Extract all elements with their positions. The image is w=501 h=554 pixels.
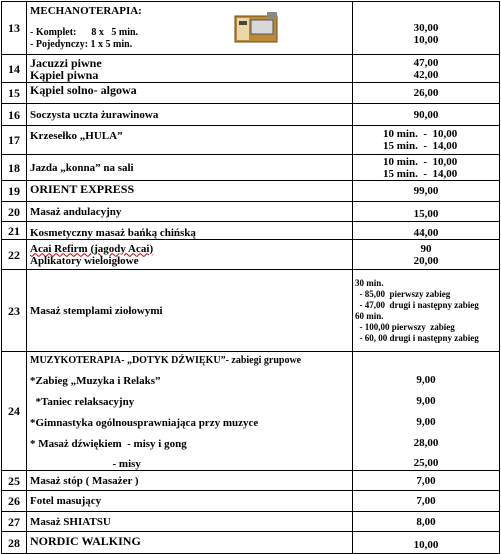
row-number: 17 — [2, 126, 27, 155]
price-cell — [353, 126, 500, 155]
service-line: Kąpiel solno- algowa — [30, 83, 137, 97]
price-value: 9,00 — [416, 416, 436, 428]
price-cell — [353, 202, 500, 222]
service-line: NORDIC WALKING — [30, 533, 141, 548]
price-value: 15 min. - 14,00 — [383, 140, 458, 152]
price-value: 28,00 — [413, 437, 439, 449]
price-value: - 85,00 pierwszy zabieg — [355, 288, 451, 299]
price-value: 8,00 — [416, 515, 436, 528]
price-value: 7,00 — [416, 495, 436, 507]
row-number: 16 — [2, 104, 27, 126]
price-value: - 100,00 pierwszy zabieg — [355, 321, 455, 332]
table-row — [2, 512, 500, 532]
price-cell — [353, 104, 500, 126]
service-cell — [27, 222, 353, 240]
price-value: 90 — [420, 242, 432, 255]
service-line: Kąpiel piwna — [30, 67, 99, 82]
service-cell — [27, 126, 353, 155]
price-cell — [353, 55, 500, 83]
service-line: - Komplet: 8 x 5 min. — [30, 27, 139, 38]
service-cell — [27, 471, 353, 491]
price-value: 15,00 — [413, 207, 439, 220]
row-number: 20 — [2, 202, 27, 222]
table-row — [2, 83, 500, 104]
price-table — [1, 1, 500, 554]
table-row — [2, 222, 500, 240]
price-value: 30 min. — [355, 277, 384, 288]
service-line: * Masaż dźwiękiem - misy i gong — [30, 438, 187, 450]
price-value: 25,00 — [413, 457, 439, 469]
table-row — [2, 240, 500, 270]
row-number: 15 — [2, 83, 27, 104]
row-number: 19 — [2, 181, 27, 202]
service-line: Masaż andulacyjny — [30, 205, 122, 218]
price-cell — [353, 155, 500, 181]
service-title: MUZYKOTERAPIA- „DOTYK DŹWIĘKU”- zabiegi grupowe — [30, 355, 302, 366]
table-row — [2, 181, 500, 202]
price-value: 10 min. - 10,00 — [383, 128, 458, 140]
service-cell — [27, 240, 353, 270]
row-number: 23 — [2, 270, 27, 352]
price-cell — [353, 512, 500, 532]
service-line: Kosmetyczny masaż bańką chińską — [30, 226, 196, 239]
price-value: - 60, 00 drugi i następny zabieg — [355, 332, 479, 343]
price-value: 9,00 — [416, 374, 436, 386]
service-cell — [27, 202, 353, 222]
price-cell — [353, 270, 500, 352]
row-number: 27 — [2, 512, 27, 532]
row-number: 18 — [2, 155, 27, 181]
service-line: Krzesełko „HULA” — [30, 130, 123, 142]
row-number: 28 — [2, 532, 27, 554]
service-cell — [27, 104, 353, 126]
service-cell — [27, 491, 353, 512]
price-value: 47,00 — [413, 56, 439, 69]
service-line: ORIENT EXPRESS — [30, 182, 135, 196]
service-cell — [27, 83, 353, 104]
table-row — [2, 155, 500, 181]
service-cell — [27, 155, 353, 181]
service-line: Masaż stóp ( Masażer ) — [30, 474, 139, 487]
table-row — [2, 126, 500, 155]
service-line: Masaż SHIATSU — [30, 515, 111, 528]
row-number: 25 — [2, 471, 27, 491]
service-cell — [27, 2, 353, 55]
service-cell — [27, 181, 353, 202]
price-value: 9,00 — [416, 395, 436, 407]
price-value: 10,00 — [413, 34, 439, 46]
table-row — [2, 270, 500, 352]
service-line: - misy — [30, 458, 141, 470]
price-value: - 47,00 drugi i następny zabieg — [355, 299, 479, 310]
service-line: *Zabieg „Muzyka i Relaks” — [30, 375, 161, 387]
price-value: 42,00 — [413, 68, 439, 81]
price-value: 20,00 — [413, 254, 439, 267]
table-row — [2, 202, 500, 222]
table-row — [2, 352, 500, 471]
price-value: 15 min. - 14,00 — [383, 167, 458, 180]
price-value: 99,00 — [413, 185, 439, 197]
price-value: 44,00 — [413, 226, 439, 239]
price-value: 26,00 — [413, 87, 439, 99]
service-line: Soczysta uczta żurawinowa — [30, 108, 159, 121]
service-line: Masaż stemplami ziołowymi — [30, 304, 163, 317]
row-number: 21 — [2, 222, 27, 240]
service-line: *Gimnastyka ogólnousprawniająca przy muzyce — [30, 417, 259, 429]
service-line: Aplikatory wieloigłowe — [30, 254, 139, 267]
service-cell — [27, 270, 353, 352]
price-cell — [353, 181, 500, 202]
service-line: *Taniec relaksacyjny — [30, 396, 135, 408]
row-number: 13 — [2, 2, 27, 55]
price-value: 7,00 — [416, 474, 436, 487]
table-row — [2, 55, 500, 83]
table-row — [2, 491, 500, 512]
service-cell — [27, 55, 353, 83]
price-value: 90,00 — [413, 108, 439, 121]
massage-device-icon — [233, 10, 281, 46]
price-value: 60 min. — [355, 310, 384, 321]
row-number: 26 — [2, 491, 27, 512]
service-line: Fotel masujący — [30, 495, 102, 507]
price-value: 10 min. - 10,00 — [383, 155, 458, 168]
price-cell — [353, 491, 500, 512]
row-number: 14 — [2, 55, 27, 83]
service-cell — [27, 512, 353, 532]
price-cell — [353, 222, 500, 240]
service-line: Jazda „konna” na sali — [30, 161, 134, 174]
table-row — [2, 2, 500, 55]
price-cell — [353, 352, 500, 471]
row-number: 24 — [2, 352, 27, 471]
price-cell — [353, 2, 500, 55]
table-row — [2, 104, 500, 126]
price-value: 10,00 — [413, 538, 439, 551]
price-value: 30,00 — [413, 22, 439, 34]
table-row — [2, 471, 500, 491]
service-cell — [27, 352, 353, 471]
service-title: MECHANOTERAPIA: — [30, 5, 142, 17]
price-cell — [353, 83, 500, 104]
price-cell — [353, 240, 500, 270]
service-line: - Pojedynczy: 1 x 5 min. — [30, 39, 133, 50]
price-cell — [353, 471, 500, 491]
row-number: 22 — [2, 240, 27, 270]
service-line: Acai Refirm (jagody Acai) — [30, 242, 154, 255]
service-line: Jacuzzi piwne — [30, 55, 102, 70]
